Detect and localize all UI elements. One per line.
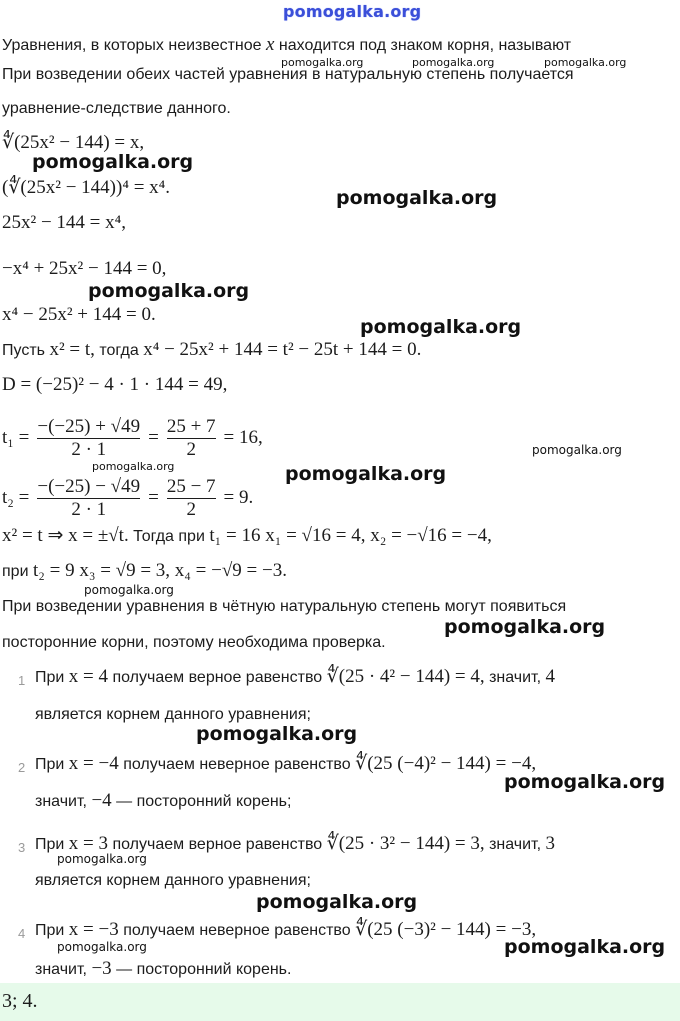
list-item-line-2: является корнем данного уравнения; (35, 872, 311, 889)
watermark-small: pomogalka.org (57, 940, 147, 954)
watermark-small: pomogalka.org (412, 56, 495, 69)
watermark-big: pomogalka.org (256, 891, 418, 913)
watermark-small: pomogalka.org (532, 443, 622, 457)
watermark-big: pomogalka.org (444, 616, 606, 638)
list-item-number: 3 (18, 840, 26, 855)
list-item-line-2: является корнем данного уравнения; (35, 706, 311, 723)
equation-step-1: ∜(25x² − 144) = x, (2, 132, 145, 153)
list-item: При x = −4 получаем неверное равенство ∜(25 (−4)² − 144) = −4, (35, 753, 537, 774)
x-roots-line-1: x² = t ⇒ x = ±√t. Тогда при t₁ = 16 x₁ = √16 = 4, x₂ = −√16 = −4, (2, 525, 492, 546)
watermark-big: pomogalka.org (504, 771, 666, 793)
check-line-2: посторонние корни, поэтому необходима проверка. (2, 634, 386, 651)
watermark-small: pomogalka.org (281, 56, 364, 69)
check-line-1: При возведении уравнения в чётную натуральную степень могут появиться (2, 598, 567, 615)
watermark-big: pomogalka.org (504, 936, 666, 958)
watermark-big: pomogalka.org (285, 463, 447, 485)
watermark-small: pomogalka.org (57, 852, 147, 866)
list-item-line-2: значит, −3 — посторонний корень. (35, 958, 292, 979)
list-item-number: 2 (18, 760, 26, 775)
watermark-big: pomogalka.org (360, 316, 522, 338)
watermark-big: pomogalka.org (336, 187, 498, 209)
equation-step-2: (∜(25x² − 144))⁴ = x⁴. (2, 177, 171, 198)
intro-line-2: При возведении обеих частей уравнения в натуральную степень получается (2, 66, 574, 83)
watermark-big: pomogalka.org (32, 151, 194, 173)
equation-step-4: −x⁴ + 25x² − 144 = 0, (2, 258, 167, 279)
root-t1: t₁ = $\frac{-(-25) + √49}{2 \cdot 1}$ = $\frac{25 + 7}{2}$ = 16, (2, 415, 263, 460)
watermark-small: pomogalka.org (92, 460, 175, 473)
list-item: При x = −3 получаем неверное равенство ∜(25 (−3)² − 144) = −3, (35, 919, 537, 940)
list-item: При x = 3 получаем верное равенство ∜(25 · 3² − 144) = 3, значит, 3 (35, 833, 556, 854)
watermark-big: pomogalka.org (196, 723, 358, 745)
watermark-big: pomogalka.org (88, 280, 250, 302)
substitution-line: Пусть x² = t, тогда x⁴ − 25x² + 144 = t² − 25t + 144 = 0. (2, 339, 422, 360)
list-item-number: 4 (18, 926, 26, 941)
equation-step-5: x⁴ − 25x² + 144 = 0. (2, 304, 156, 325)
intro-line-1: Уравнения, в которых неизвестное x находится под знаком корня, называют (2, 34, 572, 55)
discriminant: D = (−25)² − 4 · 1 · 144 = 49, (2, 374, 228, 395)
list-item-line-2: значит, −4 — посторонний корень; (35, 790, 292, 811)
watermark-small: pomogalka.org (84, 583, 174, 597)
equation-step-3: 25x² − 144 = x⁴, (2, 212, 127, 233)
answer: 3; 4. (2, 990, 38, 1012)
list-item-number: 1 (18, 673, 26, 688)
answer-bar (0, 983, 680, 1021)
watermark-small: pomogalka.org (544, 56, 627, 69)
x-roots-line-2: при t₂ = 9 x₃ = √9 = 3, x₄ = −√9 = −3. (2, 560, 287, 581)
intro-line-3: уравнение-следствие данного. (2, 100, 231, 117)
root-t2: t₂ = $\frac{-(-25) - √49}{2 \cdot 1}$ = $\frac{25 - 7}{2}$ = 9. (2, 475, 254, 520)
list-item: При x = 4 получаем верное равенство ∜(25 · 4² − 144) = 4, значит, 4 (35, 666, 556, 687)
top-watermark: pomogalka.org (283, 2, 422, 21)
